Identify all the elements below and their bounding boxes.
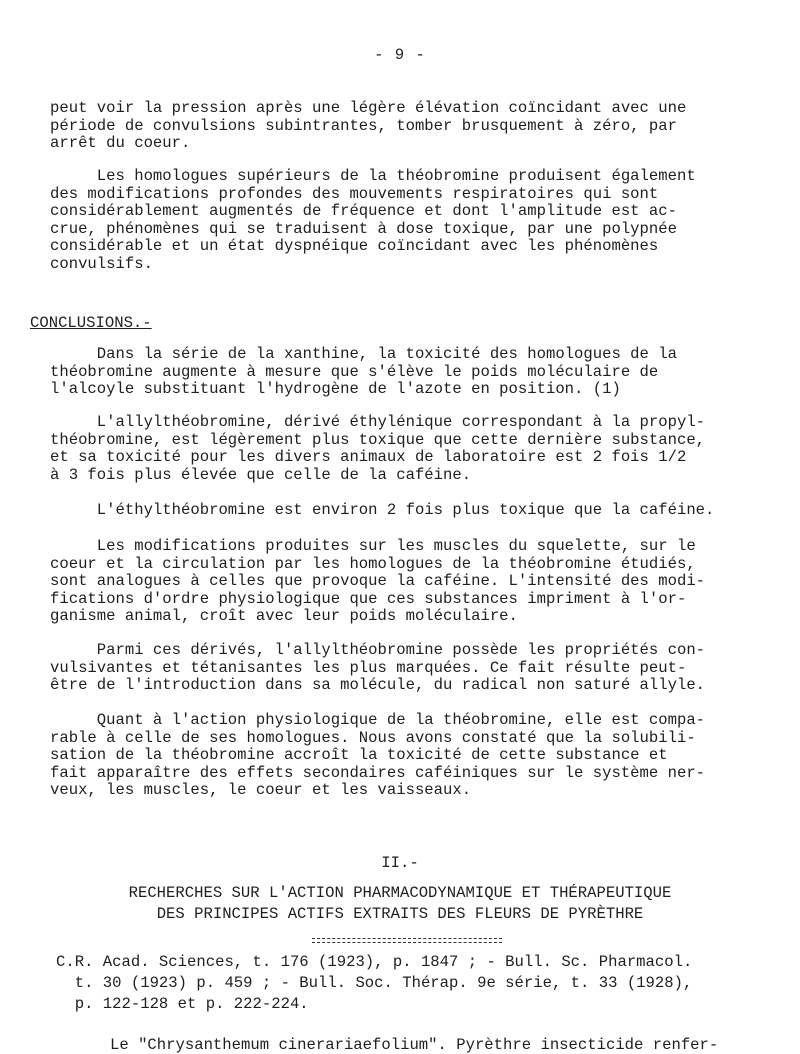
text-line: arrêt du coeur. xyxy=(50,134,191,152)
text-line: Parmi ces dérivés, l'allylthéobromine possède les propriétés con- xyxy=(50,641,706,659)
text-line: veux, les muscles, le coeur et les vaisseaux. xyxy=(50,781,472,799)
text-line: crue, phénomènes qui se traduisent à dose toxique, par une polypnée xyxy=(50,219,677,238)
final-line: Le "Chrysanthemum cinerariaefolium". Pyrèthre insecticide renfer- xyxy=(110,1036,719,1054)
text-line: Quant à l'action physiologique de la théobromine, elle est compa- xyxy=(50,711,706,729)
text-line: l'alcoyle substituant l'hydrogène de l'azote en position. (1) xyxy=(50,380,621,398)
reference-line: C.R. Acad. Sciences, t. 176 (1923), p. 1847 ; - Bull. Sc. Pharmacol. xyxy=(56,953,693,971)
text-line: considérable et un état dyspnéique coïncidant avec les phénomènes xyxy=(50,237,659,255)
conclusion-paragraph xyxy=(50,642,790,695)
text-line: L'éthylthéobromine est environ 2 fois plus toxique que la caféine. xyxy=(50,501,715,519)
conclusions-heading: CONCLUSIONS.- xyxy=(30,314,152,332)
text-line: considérablement augmentés de fréquence et dont l'amplitude est ac- xyxy=(50,202,677,220)
conclusion-paragraph xyxy=(50,346,790,399)
text-line: être de l'introduction dans sa molécule, du radical non saturé allyle. xyxy=(50,676,706,694)
text-line: à 3 fois plus élevée que celle de la caféine. xyxy=(50,465,472,484)
text-line: L'allylthéobromine, dérivé éthylénique correspondant à la propyl- xyxy=(50,413,706,431)
paragraph xyxy=(50,100,790,153)
text-line: sation de la théobromine accroît la toxicité de cette substance et xyxy=(50,746,668,764)
page-number: - 9 - xyxy=(374,46,426,64)
conclusion-paragraph xyxy=(50,414,790,484)
text-line: Les homologues supérieurs de la théobromine produisent également xyxy=(50,167,696,185)
text-line: théobromine augmente à mesure que s'élève le poids moléculaire de xyxy=(50,362,659,381)
text-line: ganisme animal, croît avec leur poids moléculaire. xyxy=(50,607,518,625)
text-line: Les modifications produites sur les muscles du squelette, sur le xyxy=(50,537,696,555)
text-line: vulsivantes et tétanisantes les plus marquées. Ce fait résulte peut- xyxy=(50,658,687,677)
conclusion-paragraph xyxy=(50,502,790,520)
conclusion-paragraph xyxy=(50,538,790,626)
text-line: théobromine, est légèrement plus toxique que cette dernière substance, xyxy=(50,430,706,449)
reference-line: p. 122-128 et p. 222-224. xyxy=(56,995,309,1013)
text-line: rable à celle de ses homologues. Nous avons constaté que la solubili- xyxy=(50,728,696,747)
text-line: coeur et la circulation par les homologues de la théobromine étudiés, xyxy=(50,554,696,573)
paragraph xyxy=(50,168,790,273)
text-line: fait apparaître des effets secondaires caféiniques sur le système ner- xyxy=(50,763,706,782)
section-title-line: RECHERCHES SUR L'ACTION PHARMACODYNAMIQUE ET THÉRAPEUTIQUE xyxy=(128,884,672,902)
title-rule xyxy=(312,938,502,939)
text-line: fications d'ordre physiologique que ces substances impriment à l'or- xyxy=(50,589,687,608)
section-number: II.- xyxy=(381,854,419,872)
title-rule xyxy=(312,942,502,943)
text-line: peut voir la pression après une légère élévation coïncidant avec une xyxy=(50,99,687,117)
reference-line: t. 30 (1923) p. 459 ; - Bull. Soc. Thérap. 9e série, t. 33 (1928), xyxy=(56,974,693,992)
text-line: Dans la série de la xanthine, la toxicité des homologues de la xyxy=(50,345,677,363)
text-line: période de convulsions subintrantes, tomber brusquement à zéro, par xyxy=(50,116,677,135)
section-title-line: DES PRINCIPES ACTIFS EXTRAITS DES FLEURS DE PYRÈTHRE xyxy=(156,905,644,923)
text-line: des modifications profondes des mouvements respiratoires qui sont xyxy=(50,184,659,203)
text-line: et sa toxicité pour les divers animaux de laboratoire est 2 fois 1/2 xyxy=(50,448,687,466)
reference-block xyxy=(56,952,796,1015)
text-line: convulsifs. xyxy=(50,254,153,273)
text-line: sont analogues à celles que provoque la caféine. L'intensité des modi- xyxy=(50,572,706,590)
conclusion-paragraph xyxy=(50,712,790,800)
